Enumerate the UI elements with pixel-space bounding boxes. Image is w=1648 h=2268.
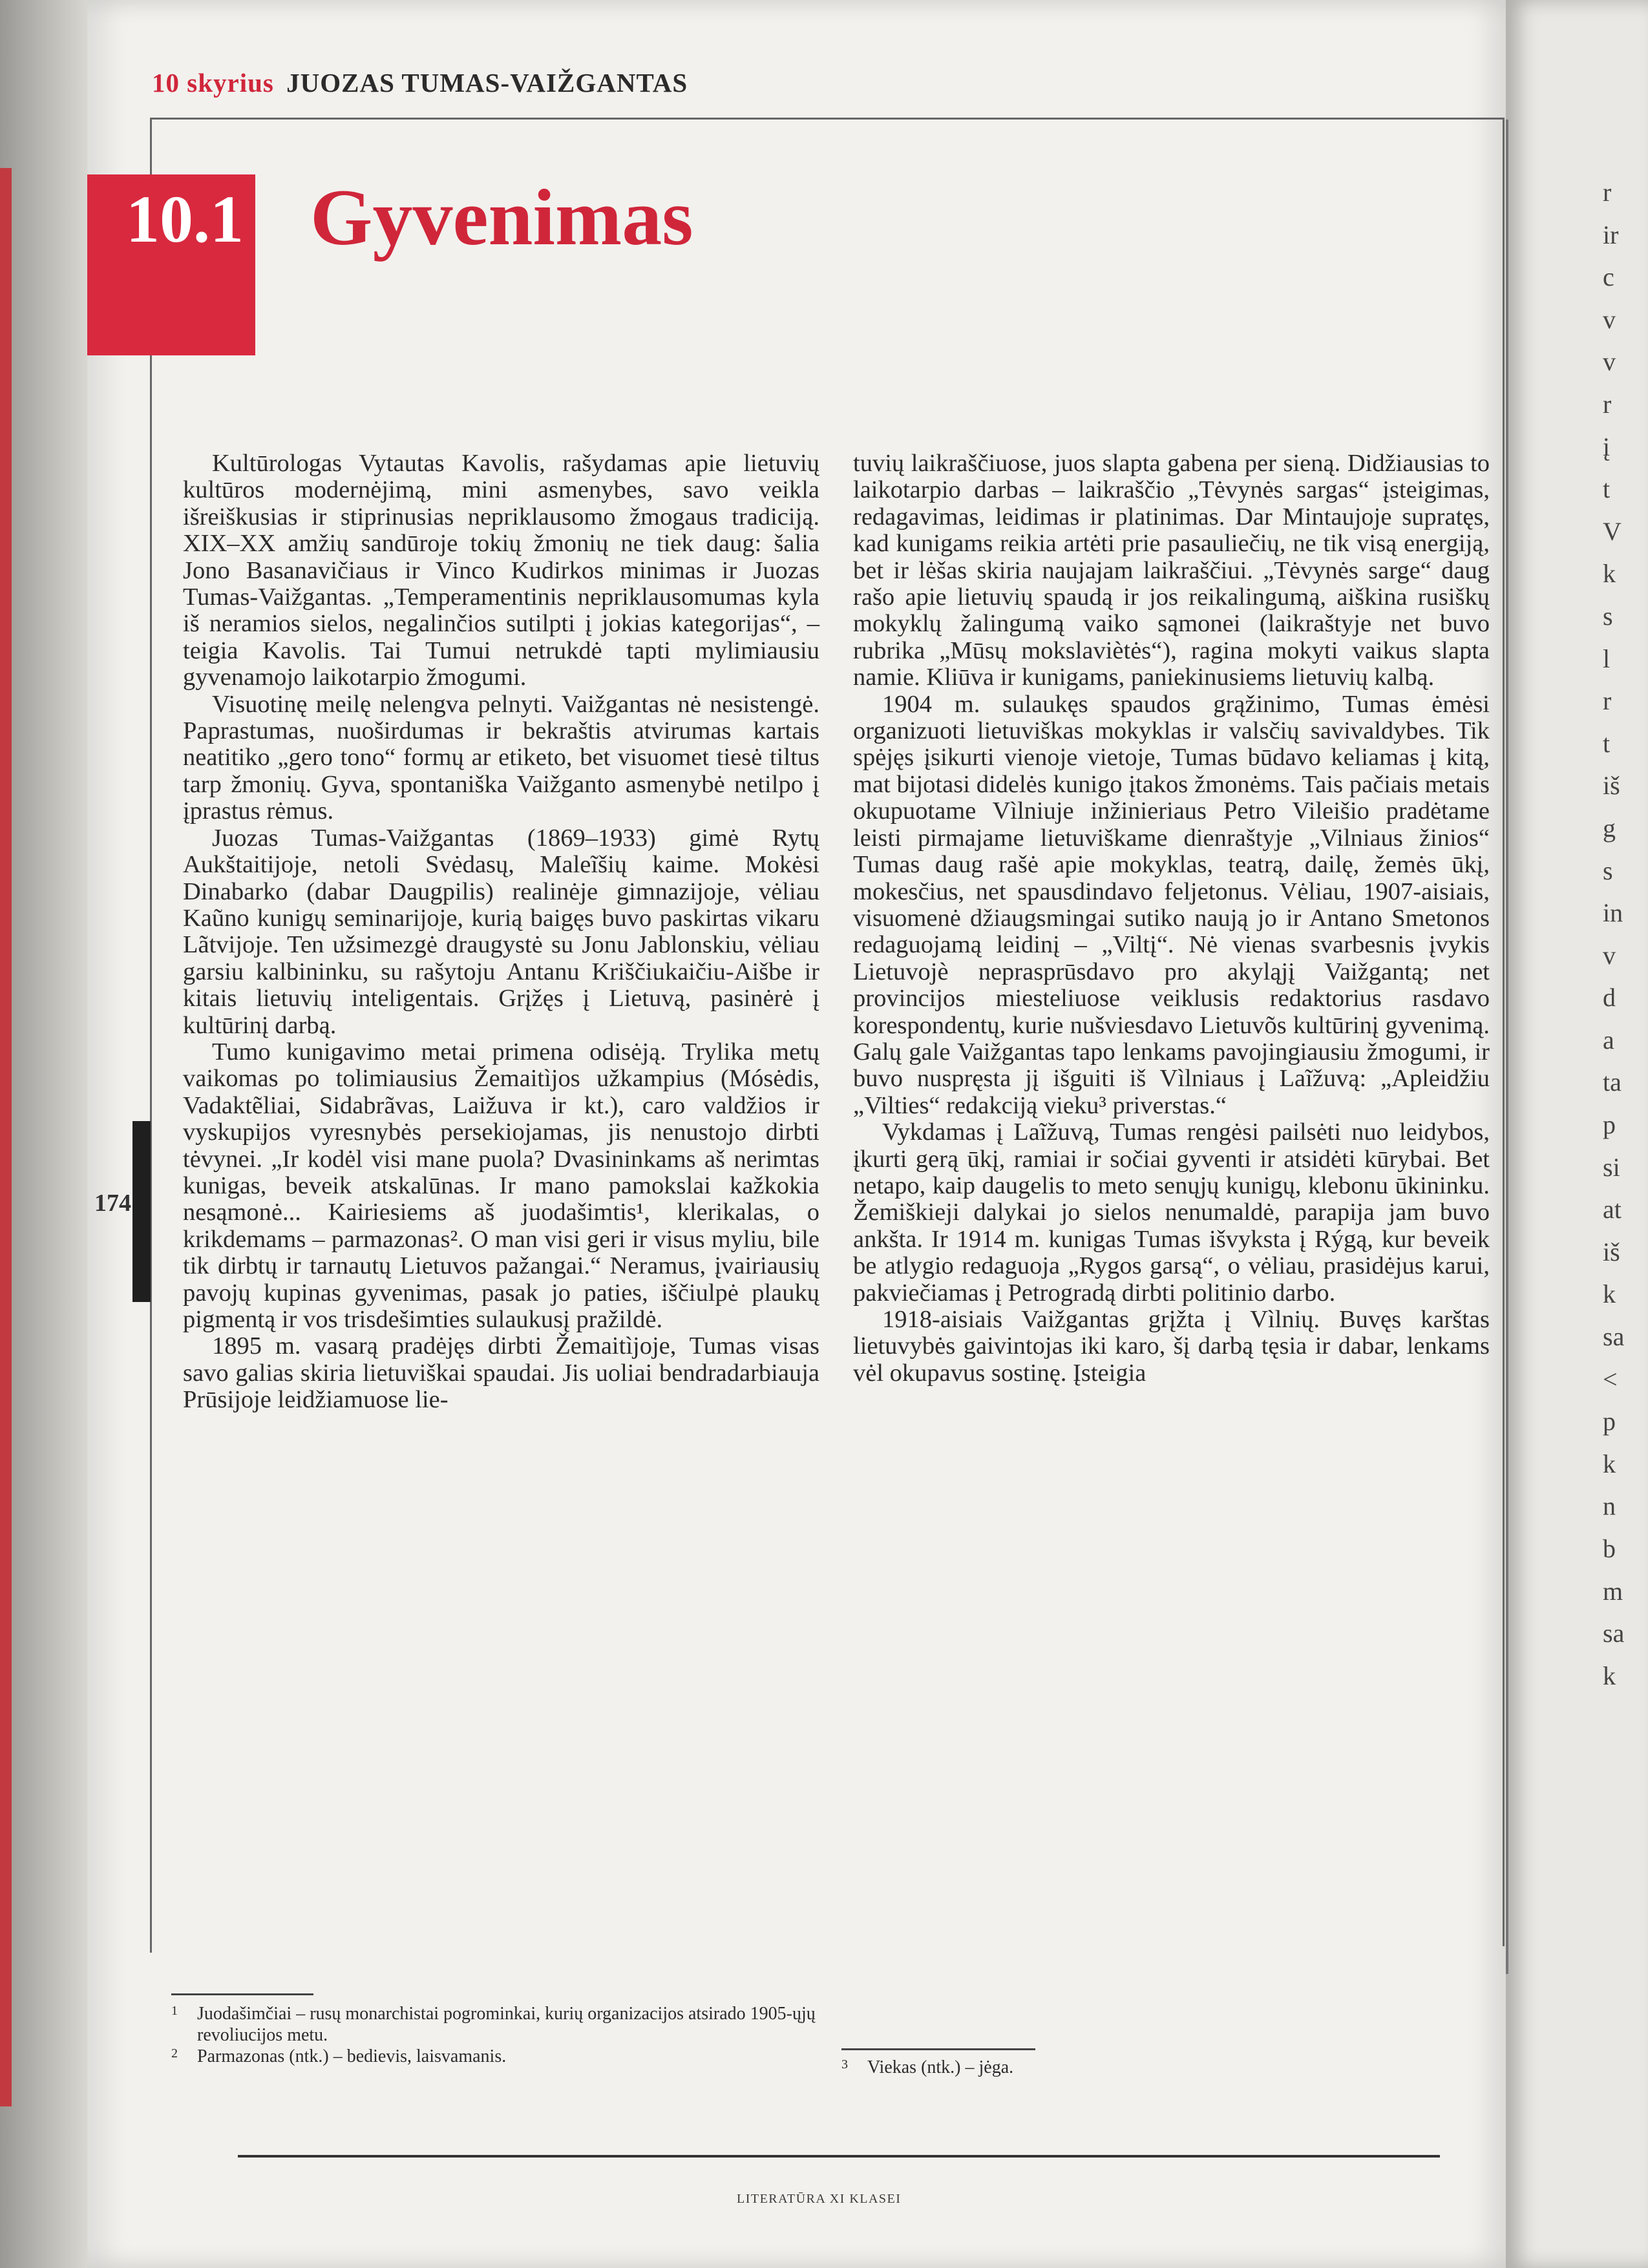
footnote-text: Viekas (ntk.) – jėga. bbox=[867, 2057, 1014, 2077]
next-page-fragment: v bbox=[1603, 304, 1616, 334]
next-page-fragment: at bbox=[1603, 1195, 1622, 1224]
next-page-fragment: c bbox=[1603, 262, 1614, 292]
next-page-edge bbox=[1506, 0, 1648, 2268]
next-page-fragment: si bbox=[1603, 1152, 1620, 1182]
next-page-fragment: b bbox=[1603, 1534, 1616, 1563]
footnote-text: Juodašimčiai – rusų monarchistai pogrominkai, kurių organizacijos atsirado 1905-ųjų revoliucijos metu. bbox=[197, 2004, 816, 2045]
next-page-fragment: s bbox=[1603, 856, 1613, 885]
next-page-fragment: n bbox=[1603, 1491, 1616, 1521]
next-page-fragment: t bbox=[1603, 728, 1611, 758]
next-page-fragment: p bbox=[1603, 1407, 1616, 1436]
footnote-mark: 3 bbox=[841, 2057, 848, 2072]
next-page-fragment: v bbox=[1603, 940, 1616, 970]
paragraph: tuvių laikraščiuose, juos slapta gabena per sieną. Didžiausias to laikotarpio darbas – laikraščio „Tėvynės sargas“ įsteigimas, redagavimas, leidimas ir platinimas. Dar Mintaujoje supratęs, kad kunigams reikia artėti prie pasauliečių, ne tik visą energiją, bet ir lėšas skiria naujajam laikraščiui. „Tėvynės sarge“ daug rašo apie lietuvių spaudą ir jos reikalingumą, aiškina rusiškų mokyklų žalingumą vaiko sąmonei (laikraštyje net buvo rubrika „Mūsų mokslaviètės“), ragina mokyti vaikus slapta namie. Kliūva ir kunigams, paniekinusiems lietuvių kalbą. bbox=[853, 450, 1490, 691]
footnote-rule bbox=[841, 2048, 1035, 2050]
page-number-marker bbox=[132, 1121, 151, 1302]
next-page-fragment: in bbox=[1603, 898, 1623, 928]
paragraph: 1904 m. sulaukęs spaudos grąžinimo, Tumas ėmėsi organizuoti lietuviškas mokyklas ir valsčių savivaldybes. Tik spėjęs įsikurti vienoje vietoje, Tumas būdavo keliamas į kitą, mat bijotasi didelės kunigo įtakos žmonėms. Tais pačiais metais okupuotame Vìlniuje inžinieriaus Petro Vileišio pradėtame leisti pirmajame lietuviškame dienraštyje „Vilniaus žinios“ Tumas daug rašė apie mokyklas, teatrą, dailę, žemės ūkį, mokesčius, net spausdindavo feljetonus. Vėliau, 1907-aisiais, visuomenė džiaugsmingai sutiko naują jo ir Antano Smetonos redaguojamą leidinį – „Viltį“. Nė vienas svarbesnis įvykis Lietuvojè neprasprūsdavo pro akyląjį Vaižgantą; net provincijos miesteliuose veiklusis redaktorius rasdavo korespondentų, kurie nušviesdavo Lietuvõs kultūrinį gyvenimą. Galų gale Vaižgantas tapo lenkams pavojingiausiu žmogumi, ir buvo nuspręsta jį išguiti iš Vìlniaus į Laĩžuvą: „Apleidžiu „Vilties“ redakciją vieku³ priverstas.“ bbox=[853, 690, 1490, 1119]
paragraph: 1895 m. vasarą pradėjęs dirbti Žemaitìjoje, Tumas visas savo galias skiria lietuviškai spaudai. Jis uoliai bendradarbiauja Prūsijoje leidžiamuose lie- bbox=[183, 1332, 819, 1414]
next-page-fragment: p bbox=[1603, 1110, 1616, 1140]
footnote-text: Parmazonas (ntk.) – bedievis, laisvamanis. bbox=[197, 2046, 507, 2066]
next-page-fragment: į bbox=[1603, 432, 1611, 461]
next-page-fragment: sa bbox=[1603, 1322, 1625, 1352]
footnote-mark: 2 bbox=[171, 2046, 178, 2061]
paragraph: Vykdamas į Laĩžuvą, Tumas rengėsi pailsėti nuo leidybos, įkurti gerą ūkį, ramiai ir sočiai gyventi ir atsidėti kūrybai. Bet netapo, kaip daugelis to meto senųjų kunigų, klebonu ūkininku. Žemiškieji dalykai jo sielos nenumaldė, parapija jam buvo ankšta. Ir 1914 m. kunigas Tumas išvyksta į Rýgą, kur beveik be atlygio redaguoja „Rygos garsą“, o vėliau, prasidėjus karui, pakviečiamas į Petrogradą dirbti politinio darbo. bbox=[853, 1118, 1490, 1307]
footnote-rule bbox=[171, 1993, 313, 1995]
next-page-fragment: k bbox=[1603, 1661, 1616, 1690]
paragraph: Tumo kunigavimo metai primena odisėją. Trylika metų vaikomas po tolimiausius Žemaitìjos užkampius (Mósėdis, Vadaktẽliai, Sidabrãvas, Laižuva ir kt.), caro valdžios ir vyskupijos vyresnybės persekiojamas, jis nenustojo dirbti tėvynei. „Ir kodėl visi mane puola? Dvasininkams aš nerimtas kunigas, beveik atskalūnas. Ir mano pamokslai kažkokia nesąmonė... Kairiesiems aš juodašimtis¹, klerikalas, o krikdemams – parmazonas². O man visi geri ir visus myliu, bile tik dirbtų ir tarnautų Lietuvos pažangai.“ Neramus, įvairiausių pavojų kupinas gyvenimas, pasak jo paties, iščiulpė plaukų pigmentą ir vos trisdešimties sulaukusį pražildė. bbox=[183, 1038, 819, 1333]
frame-left-line bbox=[150, 118, 152, 1953]
page-number: 174 bbox=[94, 1190, 131, 1217]
next-page-fragment: r bbox=[1603, 389, 1612, 419]
book-footer: LITERATŪRA XI KLASEI bbox=[737, 2192, 902, 2206]
next-page-fragment: a bbox=[1603, 1025, 1614, 1055]
header-rule bbox=[152, 118, 1503, 120]
next-page-fragment: k bbox=[1603, 1279, 1616, 1309]
next-page-fragment: r bbox=[1603, 686, 1612, 716]
footnote-mark: 1 bbox=[171, 2004, 178, 2018]
paragraph: Visuotinę meilę nelengva pelnyti. Vaižgantas nė nesistengė. Paprastumas, nuoširdumas ir bekraštis atvirumas kartais neatitiko „gero tono“ formų ar etiketo, bet visuomet tiesė tiltus tarp žmonių. Gyva, spontaniška Vaižganto asmenybė netilpo į įprastus rėmus. bbox=[183, 690, 819, 825]
next-page-fragment: sa bbox=[1603, 1619, 1625, 1648]
previous-page-edge bbox=[0, 168, 12, 2106]
next-page-fragment: d bbox=[1603, 983, 1616, 1013]
next-page-frame-line bbox=[1506, 120, 1508, 1974]
next-page-fragment: < bbox=[1603, 1364, 1618, 1394]
footnotes-right bbox=[841, 2057, 1294, 2078]
next-page-fragment: ta bbox=[1603, 1067, 1622, 1097]
next-page-fragment: r bbox=[1603, 178, 1612, 207]
text-column-right bbox=[853, 450, 1490, 1387]
footnotes-left bbox=[171, 2003, 818, 2067]
footnote bbox=[171, 2046, 818, 2067]
book-spine-shadow bbox=[0, 0, 87, 2268]
author-heading: JUOZAS TUMAS-VAIŽGANTAS bbox=[286, 68, 688, 98]
paragraph: Kultūrologas Vytautas Kavolis, rašydamas apie lietuvių kultūros modernėjimą, mini asmenybes, savo veikla išreiškusias ir stiprinusias nepriklausomo žmogaus tradiciją. XIX–XX amžių sandūroje tokių žmonių ne tiek daug: šalia Jono Basanavičiaus ir Vinco Kudirkos minimas ir Juozas Tumas-Vaižgantas. „Temperamentinis nepriklausomumas kyla iš neramios sielos, negalinčios sutilpti į jokias kategorijas“, – teigia Kavolis. Tai Tumui netrukdė tapti mylimiausiu gyvenamojo laikotarpio žmogumi. bbox=[183, 450, 819, 691]
chapter-label: 10 skyrius bbox=[152, 68, 274, 98]
footer-rule bbox=[238, 2155, 1440, 2158]
next-page-fragment: ir bbox=[1603, 220, 1619, 249]
section-title: Gyvenimas bbox=[310, 173, 693, 262]
next-page-fragment: k bbox=[1603, 559, 1616, 589]
next-page-fragment: m bbox=[1603, 1576, 1623, 1606]
next-page-text-fragments bbox=[1603, 171, 1648, 1697]
next-page-fragment: iš bbox=[1603, 771, 1620, 801]
next-page-fragment: k bbox=[1603, 1449, 1616, 1478]
next-page-fragment: iš bbox=[1603, 1237, 1620, 1266]
paragraph: Juozas Tumas-Vaižgantas (1869–1933) gimė Rytų Aukštaitijoje, netoli Svėdasų, Maleĩšių kaime. Mokėsi Dinabarko (dabar Daugpilis) realinėje gimnazijoje, vėliau Kaũno kunigų seminarijoje, kurią baigęs buvo paskirtas vikaru Lãtvijoje. Ten užsimezgė draugystė su Jonu Jablonskiu, vėliau garsiu kalbininku, su rašytoju Antanu Kriščiukaičiu-Aišbe ir kitais lietuvių inteligentais. Grįžęs į Lietuvą, pasinėrė į kultūrinį darbą. bbox=[183, 824, 819, 1039]
paragraph: 1918-aisiais Vaižgantas grįžta į Vìlnių. Buvęs karštas lietuvybės gaivintojas iki karo, šį darbą tęsia ir dabar, lenkams vėl okupavus sostinę. Įsteigia bbox=[853, 1306, 1490, 1387]
section-number: 10.1 bbox=[126, 182, 244, 257]
text-column-left bbox=[183, 450, 819, 1414]
next-page-fragment: V bbox=[1603, 516, 1622, 546]
next-page-fragment: s bbox=[1603, 601, 1613, 631]
next-page-fragment: l bbox=[1603, 644, 1611, 673]
frame-right-line bbox=[1503, 118, 1505, 1946]
running-header bbox=[152, 67, 688, 98]
next-page-fragment: v bbox=[1603, 347, 1616, 377]
next-page-fragment: t bbox=[1603, 474, 1611, 504]
next-page-fragment: g bbox=[1603, 813, 1616, 843]
footnote bbox=[171, 2003, 818, 2046]
footnote bbox=[841, 2057, 1294, 2078]
